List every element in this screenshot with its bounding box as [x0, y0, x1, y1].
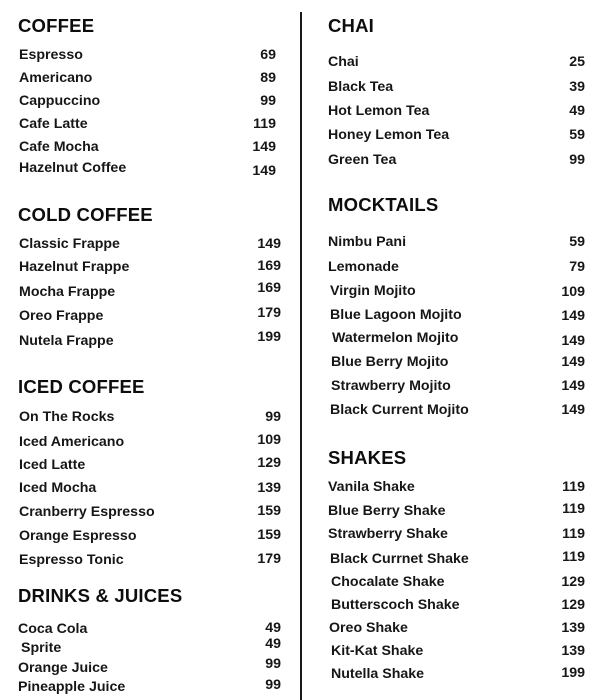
- item-price: 139: [257, 480, 281, 496]
- item-name: Strawberry Shake: [328, 526, 448, 542]
- item-name: Espresso Tonic: [19, 552, 124, 568]
- item-price: 119: [562, 549, 585, 565]
- item-name: Espresso: [19, 47, 83, 63]
- item-name: Blue Berry Shake: [328, 503, 446, 519]
- item-name: Orange Juice: [18, 660, 108, 676]
- item-price: 149: [257, 236, 281, 252]
- item-name: Strawberry Mojito: [331, 378, 451, 394]
- item-price: 149: [561, 333, 585, 349]
- item-name: Iced Americano: [19, 434, 125, 450]
- item-price: 119: [253, 116, 276, 132]
- item-name: Nutella Shake: [331, 666, 425, 682]
- item-price: 109: [561, 284, 585, 300]
- item-name: Hazelnut Frappe: [19, 259, 130, 275]
- item-price: 89: [260, 70, 276, 86]
- item-price: 159: [257, 503, 281, 519]
- item-price: 139: [561, 643, 585, 659]
- item-price: 49: [265, 636, 281, 652]
- item-name: Cranberry Espresso: [19, 504, 155, 520]
- item-price: 79: [569, 259, 585, 275]
- item-name: Butterscoch Shake: [331, 597, 460, 613]
- item-price: 99: [569, 152, 585, 168]
- item-name: Black Currnet Shake: [330, 551, 469, 567]
- item-price: 129: [257, 455, 281, 471]
- item-price: 149: [561, 308, 585, 324]
- item-name: Hot Lemon Tea: [328, 103, 430, 119]
- item-name: Coca Cola: [18, 621, 88, 637]
- item-name: Black Current Mojito: [330, 402, 469, 418]
- section-heading: DRINKS & JUICES: [18, 585, 183, 606]
- item-price: 149: [561, 378, 585, 394]
- item-price: 59: [569, 127, 585, 143]
- item-name: Black Tea: [328, 79, 394, 95]
- item-name: Cappuccino: [19, 93, 101, 109]
- item-name: Sprite: [21, 640, 62, 656]
- item-name: Pineapple Juice: [18, 679, 126, 695]
- item-price: 169: [257, 280, 281, 296]
- item-price: 169: [257, 258, 281, 274]
- item-price: 129: [561, 574, 585, 590]
- item-name: Iced Mocha: [19, 480, 97, 496]
- item-name: Blue Berry Mojito: [331, 354, 449, 370]
- item-name: Chai: [328, 54, 359, 70]
- item-name: Chocalate Shake: [331, 574, 445, 590]
- item-price: 99: [265, 677, 281, 693]
- column-divider: [300, 12, 302, 700]
- section-heading: COFFEE: [18, 15, 95, 36]
- item-price: 49: [569, 103, 585, 119]
- item-price: 119: [562, 479, 585, 495]
- item-price: 99: [265, 656, 281, 672]
- item-price: 179: [257, 305, 281, 321]
- section-heading: ICED COFFEE: [18, 376, 145, 397]
- item-name: Oreo Frappe: [19, 308, 104, 324]
- item-name: Cafe Latte: [19, 116, 88, 132]
- section-heading: COLD COFFEE: [18, 204, 153, 225]
- item-name: On The Rocks: [19, 409, 115, 425]
- section-heading: SHAKES: [328, 447, 407, 468]
- item-name: Green Tea: [328, 152, 397, 168]
- item-name: Classic Frappe: [19, 236, 120, 252]
- item-price: 39: [569, 79, 585, 95]
- item-price: 149: [252, 163, 276, 179]
- item-price: 25: [569, 54, 585, 70]
- item-price: 129: [561, 597, 585, 613]
- item-price: 149: [561, 402, 585, 418]
- item-price: 69: [260, 47, 276, 63]
- item-price: 99: [265, 409, 281, 425]
- item-name: Iced Latte: [19, 457, 86, 473]
- item-name: Kit-Kat Shake: [331, 643, 424, 659]
- item-name: Oreo Shake: [329, 620, 408, 636]
- item-name: Americano: [19, 70, 93, 86]
- item-price: 59: [569, 234, 585, 250]
- item-price: 199: [561, 665, 585, 681]
- item-price: 159: [257, 527, 281, 543]
- item-name: Blue Lagoon Mojito: [330, 307, 462, 323]
- item-name: Vanila Shake: [328, 479, 415, 495]
- item-name: Honey Lemon Tea: [328, 127, 450, 143]
- item-price: 119: [562, 526, 585, 542]
- item-name: Mocha Frappe: [19, 284, 116, 300]
- item-price: 49: [265, 620, 281, 636]
- item-name: Watermelon Mojito: [332, 330, 459, 346]
- item-price: 149: [561, 354, 585, 370]
- item-name: Nutela Frappe: [19, 333, 114, 349]
- item-price: 139: [561, 620, 585, 636]
- item-price: 199: [257, 329, 281, 345]
- item-price: 179: [257, 551, 281, 567]
- item-price: 99: [260, 93, 276, 109]
- item-price: 109: [257, 432, 281, 448]
- item-name: Cafe Mocha: [19, 139, 99, 155]
- item-name: Virgin Mojito: [330, 283, 416, 299]
- item-name: Orange Espresso: [19, 528, 137, 544]
- section-heading: CHAI: [328, 15, 375, 36]
- item-name: Nimbu Pani: [328, 234, 407, 250]
- item-name: Lemonade: [328, 259, 399, 275]
- item-price: 119: [562, 501, 585, 517]
- section-heading: MOCKTAILS: [328, 194, 439, 215]
- item-name: Hazelnut Coffee: [19, 160, 127, 176]
- item-price: 149: [252, 139, 276, 155]
